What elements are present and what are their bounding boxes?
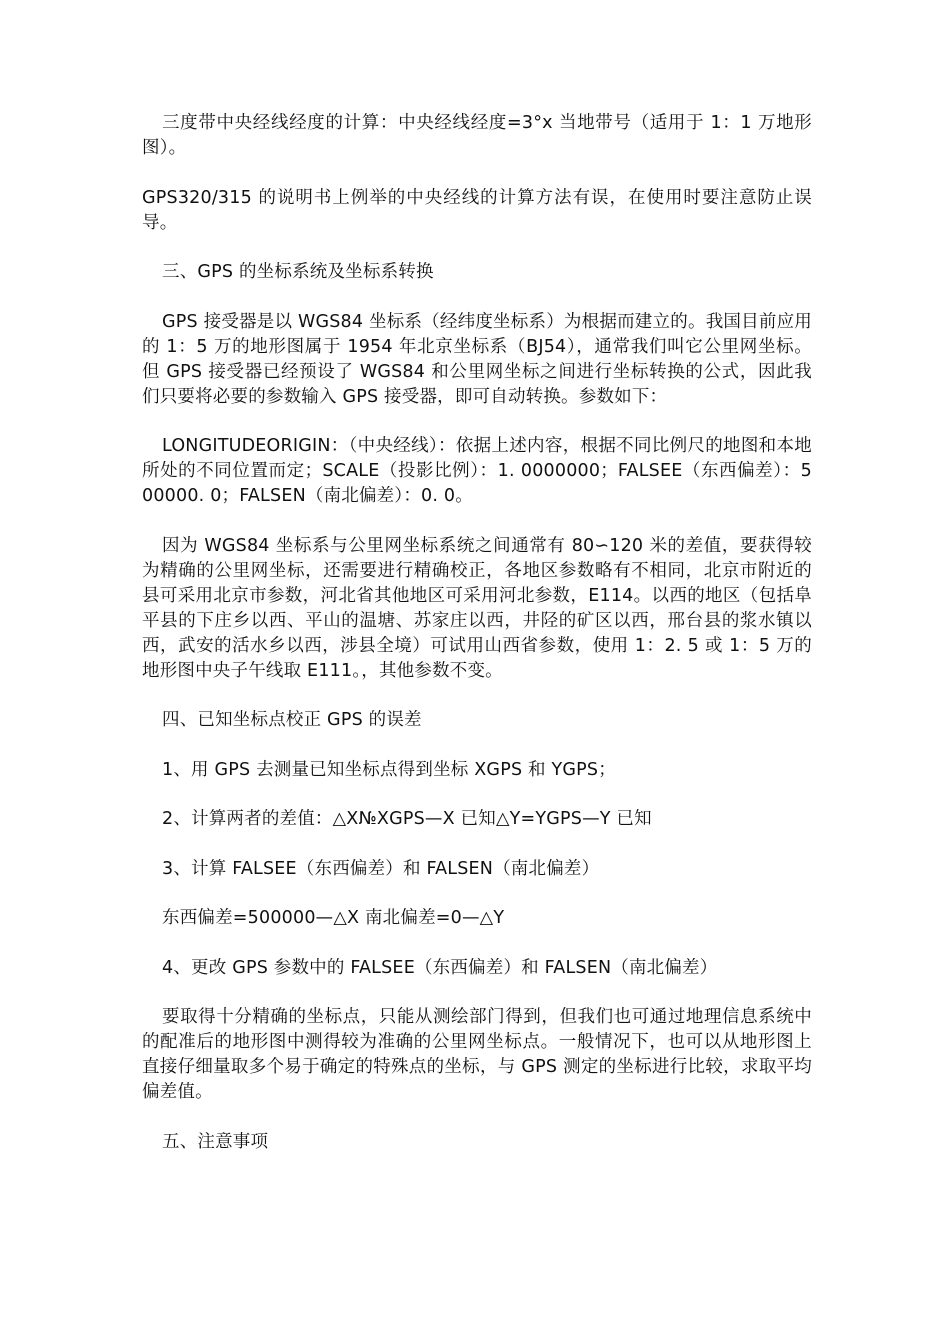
step-1: 1、用 GPS 去测量已知坐标点得到坐标 XGPS 和 YGPS；: [162, 759, 616, 780]
step-4: 4、更改 GPS 参数中的 FALSEE（东西偏差）和 FALSEN（南北偏差）: [162, 957, 718, 978]
section-heading-4: 四、已知坐标点校正 GPS 的误差: [162, 710, 422, 730]
section-heading-3: 三、GPS 的坐标系统及坐标系转换: [162, 262, 434, 282]
paragraph-correction-regions: 因为 WGS84 坐标系与公里网坐标系统之间通常有 80∽120 米的差值，要获得较为精确的公里网坐标，还需要进行精确校正，各地区参数略有不相同，北京市附近的县可采用北京市参数，河北省其他地区可采用河北参数，E114。以西的地区（包括阜平县的下庄乡以西、平山的温塘、苏家庄以西，井陉的矿区以西，邢台县的浆水镇以西，武安的活水乡以西，涉县全境）可试用山西省参数，使用 1：2. 5 或 1：5 万的地形图中央子午线取 E111。，其他参数不变。: [142, 535, 812, 681]
section-heading-5: 五、注意事项: [162, 1131, 269, 1152]
paragraph-parameters: LONGITUDEORIGIN：（中央经线）：依据上述内容，根据不同比例尺的地图和本地所处的不同位置而定；SCALE（投影比例）：1. 0000000；FALSEE（东西偏差）：500000. 0；FALSEN（南北偏差）：0. 0。: [142, 436, 812, 506]
offset-formula: 东西偏差=500000—△X 南北偏差=0—△Y: [162, 908, 505, 928]
paragraph-coordinate-systems: GPS 接受器是以 WGS84 坐标系（经纬度坐标系）为根据而建立的。我国目前应用的 1：5 万的地形图属于 1954 年北京坐标系（BJ54），通常我们叫它公里网坐标。但 GPS 接受器已经预设了 WGS84 和公里网坐标之间进行坐标转换的公式，因此我们只要将必要的参数输入 GPS 接受器，即可自动转换。参数如下：: [142, 311, 812, 407]
step-3: 3、计算 FALSEE（东西偏差）和 FALSEN（南北偏差）: [162, 858, 600, 879]
paragraph-gps-manual-warning: GPS320/315 的说明书上例举的中央经线的计算方法有误，在使用时要注意防止误导。: [142, 187, 812, 233]
paragraph-central-meridian-3-degree: 三度带中央经线经度的计算：中央经线经度=3°x 当地带号（适用于 1：1 万地形图）。: [142, 113, 812, 158]
step-2: 2、计算两者的差值：△X№XGPS—X 已知△Y=YGPS—Y 已知: [162, 809, 652, 829]
document-page: [142, 111, 812, 1179]
paragraph-precise-points: 要取得十分精确的坐标点，只能从测绘部门得到，但我们也可通过地理信息系统中的配准后的地形图中测得较为准确的公里网坐标点。一般情况下，也可以从地形图上直接仔细量取多个易于确定的特殊点的坐标，与 GPS 测定的坐标进行比较，求取平均偏差值。: [142, 1007, 812, 1102]
